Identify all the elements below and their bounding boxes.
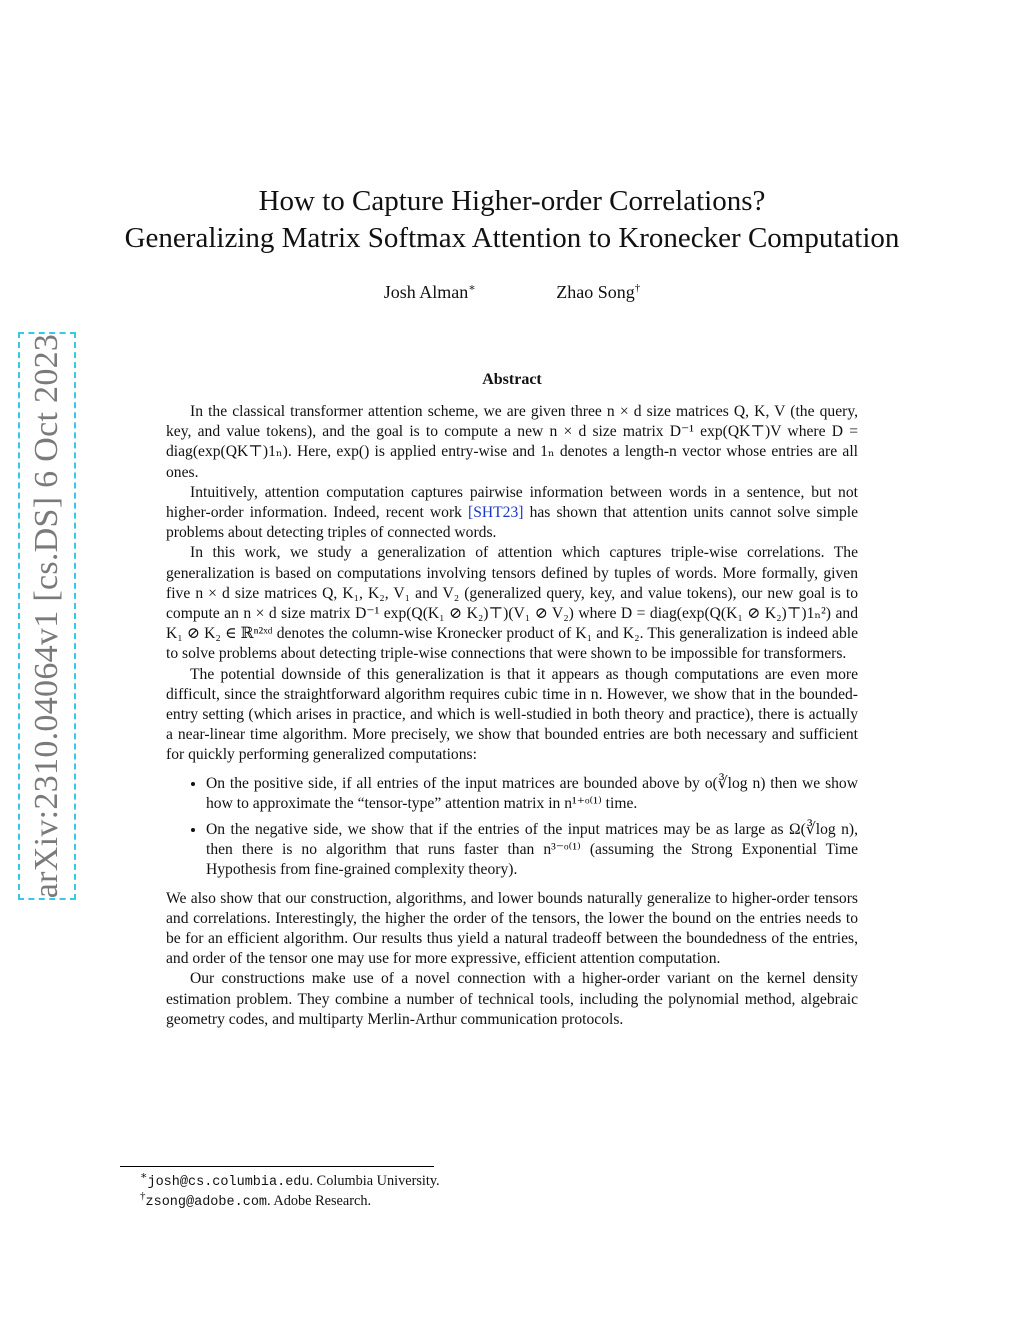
result-bullet-list [166,774,858,881]
footnote-email[interactable]: josh@cs.columbia.edu [147,1175,310,1190]
footnote-1: ∗josh@cs.columbia.edu. Columbia University. [140,1170,440,1190]
author-footnote-mark: † [634,282,641,294]
author-1 [384,282,476,303]
author-name: Zhao Song [556,282,635,302]
abstract-paragraph: Intuitively, attention computation captures pairwise information between words in a sentence, but not higher-order information. Indeed, recent work [SHT23] has shown that attention units cannot solve simple problems about detecting triples of connected words. [166,483,859,542]
author-name: Josh Alman [383,282,469,302]
abstract-paragraph: In the classical transformer attention scheme, we are given three n × d size matrices Q, K, V (the query, key, and value tokens), and the goal is to compute a new n × d size matrix D⁻¹ exp(QK⊤)V where D = diag(exp(QK⊤)1ₙ). Here, exp() is applied entry-wise and 1ₙ denotes a length-n vector whose entries are all ones. [166,403,858,481]
footnote-divider [120,1166,434,1167]
author-footnote-mark: ∗ [468,282,476,294]
abstract-body [166,402,858,1030]
abstract-paragraph: The potential downside of this generalization is that it appears as though computations are even more difficult, since the straightforward algorithm requires cubic time in n. However, we show that in the bounded-entry setting (which arises in practice, and which is well-studied in both theory and practice), there is actually a near-linear time algorithm. More precisely, we show that bounded entries are both necessary and sufficient for quickly performing generalized computations: [166,665,858,764]
author-2 [556,282,640,303]
paper-title [100,183,924,257]
abstract-heading: Abstract [482,371,542,388]
title-line-1: How to Capture Higher-order Correlations? [258,185,766,217]
footnotes [140,1172,440,1212]
arxiv-stamp [18,332,76,900]
arxiv-identifier: arXiv:2310.04064v1 [cs.DS] 6 Oct 2023 [28,333,65,899]
author-list [0,282,1024,303]
citation-link[interactable]: [SHT23] [468,504,524,522]
footnote-2: †zsong@adobe.com. Adobe Research. [140,1190,372,1210]
list-item: • On the positive side, if all entries of the input matrices are bounded above by o(∛log n) then we show how to approximate the “tensor-type” attention matrix in n¹⁺ᵒ⁽¹⁾ time. [206,774,858,814]
title-line-2: Generalizing Matrix Softmax Attention to Kronecker Computation [124,222,900,254]
abstract-paragraph: Our constructions make use of a novel connection with a higher-order variant on the kernel density estimation problem. They combine a number of technical tools, including the polynomial method, algebraic geometry codes, and multiparty Merlin-Arthur communication protocols. [166,970,858,1028]
footnote-email[interactable]: zsong@adobe.com [145,1195,268,1210]
abstract-paragraph: We also show that our construction, algorithms, and lower bounds naturally generalize to higher-order tensors and correlations. Interestingly, the higher the order of the tensors, the lower the bound on the entries needs to be for an efficient algorithm. Our results thus yield a natural tradeoff between the boundedness of the entries, and order of the tensor one may use for more expressive, efficient attention computation. [166,889,858,968]
abstract-paragraph: In this work, we study a generalization of attention which captures triple-wise correlations. The generalization is based on computations involving tensors defined by tuples of words. More formally, given five n × d size matrices Q, K₁, K₂, V₁ and V₂ (generalized query, key, and value tokens), our new goal is to compute an n × d size matrix D⁻¹ exp(Q(K₁ ⊘ K₂)⊤)(V₁ ⊘ V₂) where D = diag(exp(Q(K₁ ⊘ K₂)⊤)1ₙ²) and K₁ ⊘ K₂ ∈ ℝⁿ²ˣᵈ denotes the column-wise Kronecker product of K₁ and K₂. This generalization is indeed able to solve problems about detecting triple-wise connections that were shown to be impossible for transformers. [166,544,858,663]
list-item: • On the negative side, we show that if the entries of the input matrices may be as large as Ω(∛log n), then there is no algorithm that runs faster than n³⁻ᵒ⁽¹⁾ (assuming the Strong Exponential Time Hypothesis from fine-grained complexity theory). [206,820,858,881]
